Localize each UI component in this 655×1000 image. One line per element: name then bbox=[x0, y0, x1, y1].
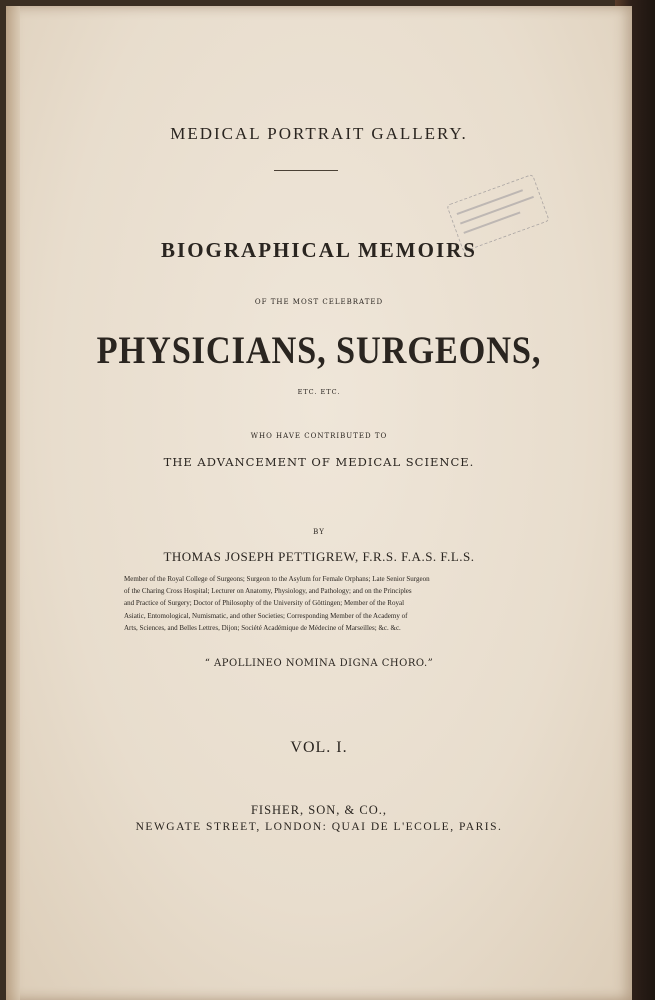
etc-line: ETC. ETC. bbox=[297, 388, 341, 396]
title-rule bbox=[274, 170, 338, 171]
publisher-address: NEWGATE STREET, LONDON: QUAI DE L'ECOLE, PARIS. bbox=[135, 821, 503, 833]
advancement-line: THE ADVANCEMENT OF MEDICAL SCIENCE. bbox=[163, 455, 475, 469]
credentials-line: of the Charing Cross Hospital; Lecturer on Anatomy, Physiology, and Pathology; and on the Principles bbox=[124, 587, 412, 596]
credentials-line: Arts, Sciences, and Belles Lettres, Dijon; Société Académique de Médecine of Marseilles; &c. &c. bbox=[124, 623, 401, 632]
who-line: WHO HAVE CONTRIBUTED TO bbox=[250, 432, 388, 440]
credentials-line: and Practice of Surgery; Doctor of Philosophy of the University of Göttingen; Member of the Royal bbox=[124, 599, 405, 608]
credentials-line: Asiatic, Entomological, Numismatic, and other Societies; Corresponding Member of the Academy of bbox=[124, 611, 408, 620]
page-gutter bbox=[6, 6, 20, 1000]
title-page bbox=[6, 6, 632, 1000]
subject-heading: PHYSICIANS, SURGEONS, bbox=[96, 329, 542, 372]
main-title: BIOGRAPHICAL MEMOIRS bbox=[161, 238, 477, 262]
of-line: OF THE MOST CELEBRATED bbox=[254, 298, 384, 306]
publisher-name: FISHER, SON, & CO., bbox=[250, 803, 388, 817]
by-line: BY bbox=[313, 528, 325, 536]
volume-number: VOL. I. bbox=[290, 739, 348, 756]
series-title: MEDICAL PORTRAIT GALLERY. bbox=[170, 124, 468, 143]
author-credentials bbox=[124, 573, 510, 634]
credentials-line: Member of the Royal College of Surgeons; Surgeon to the Asylum for Female Orphans; Late Senior Surgeon bbox=[124, 575, 430, 583]
motto: “ APOLLINEO NOMINA DIGNA CHORO.” bbox=[204, 658, 434, 669]
author-name: THOMAS JOSEPH PETTIGREW, F.R.S. F.A.S. F.L.S. bbox=[163, 549, 475, 564]
